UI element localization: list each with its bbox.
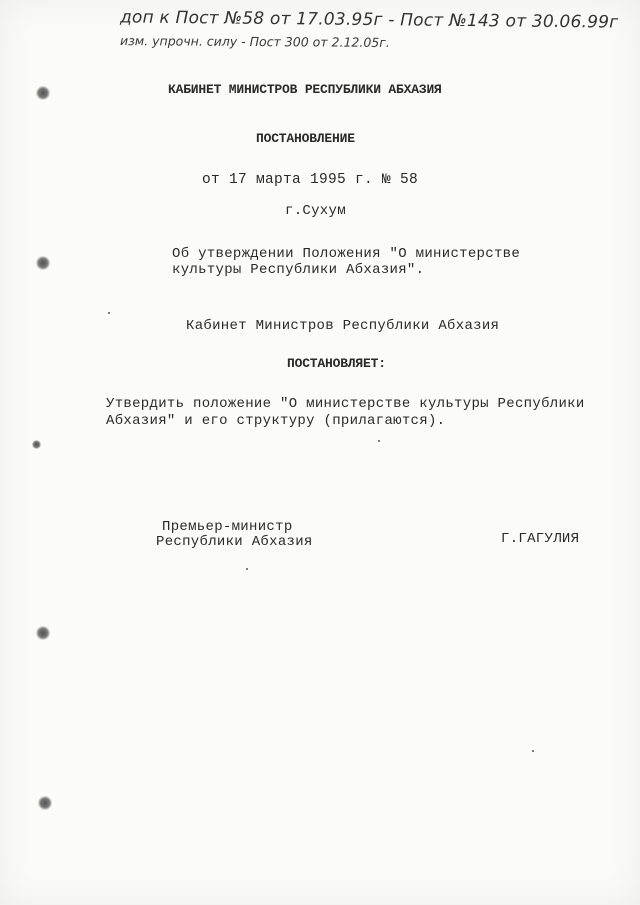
paper-speck	[108, 312, 110, 314]
signatory-title-line-2: Республики Абхазия	[156, 534, 313, 550]
subject	[172, 246, 520, 278]
resolution-line-2: Абхазия" и его структуру (прилагаются).	[106, 413, 446, 429]
date-and-number: от 17 марта 1995 г. № 58	[202, 172, 419, 188]
city: г.Сухум	[285, 203, 346, 219]
cabinet-heading: КАБИНЕТ МИНИСТРОВ РЕСПУБЛИКИ АБХАЗИЯ	[168, 82, 442, 97]
binder-hole-mark	[36, 626, 50, 640]
resolution-text	[106, 396, 585, 430]
handwritten-note-1: доп к Пост №58 от 17.03.95г - Пост №143 от 30.06.99г	[119, 7, 619, 33]
binder-hole-mark	[36, 256, 50, 270]
paper-speck	[378, 440, 380, 442]
resolution-line-1: Утвердить положение "О министерстве культуры Республики	[106, 396, 585, 412]
signatory-name: Г.ГАГУЛИЯ	[501, 531, 580, 547]
document-type-heading: ПОСТАНОВЛЕНИЕ	[256, 131, 355, 146]
subject-line-1: Об утверждении Положения "О министерстве	[172, 246, 521, 262]
signatory-title	[156, 520, 313, 550]
binder-hole-mark	[36, 86, 50, 100]
issuer: Кабинет Министров Республики Абхазия	[186, 318, 500, 334]
binder-hole-mark	[38, 796, 52, 810]
paper-speck	[246, 568, 248, 570]
handwritten-note-2: изм. упрочн. силу - Пост 300 от 2.12.05г.	[119, 33, 390, 50]
binder-hole-mark	[32, 440, 41, 449]
paper-speck	[532, 750, 534, 752]
decides-heading: ПОСТАНОВЛЯЕТ:	[287, 356, 386, 371]
signatory-title-line-1: Премьер-министр	[162, 519, 293, 535]
subject-line-2: культуры Республики Абхазия".	[172, 262, 425, 278]
